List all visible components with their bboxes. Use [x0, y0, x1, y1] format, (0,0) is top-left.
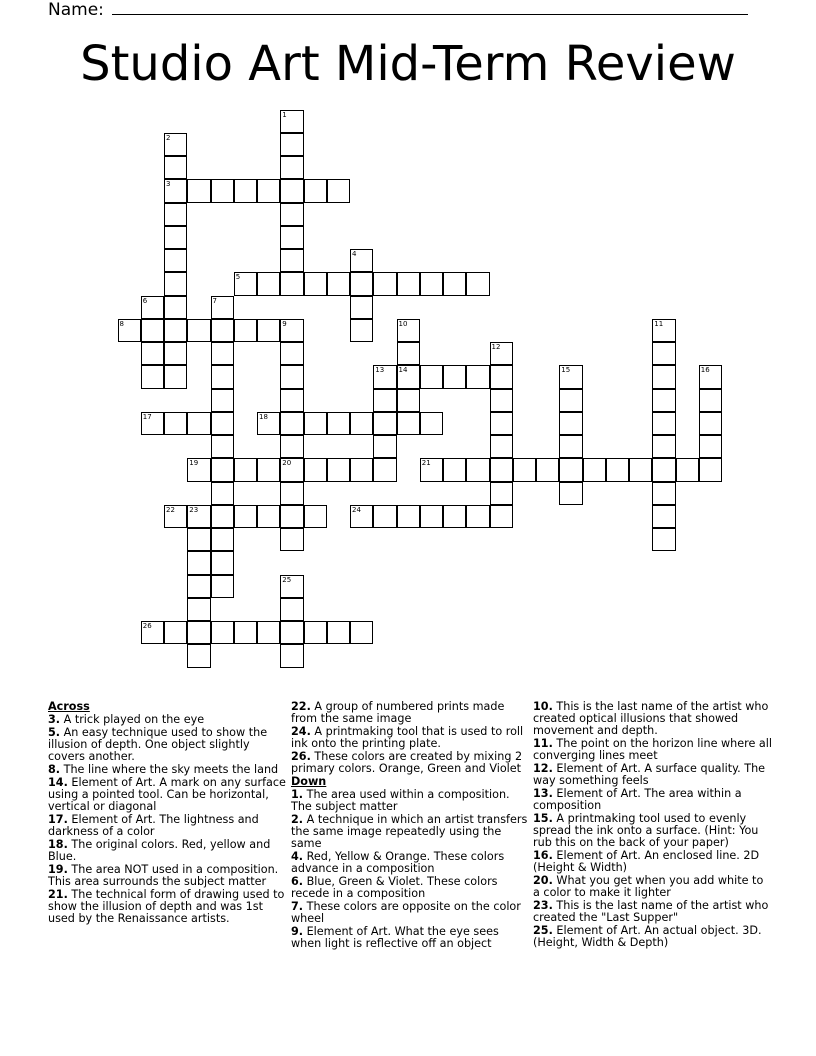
grid-cell[interactable]	[536, 458, 559, 481]
grid-cell[interactable]	[141, 365, 164, 388]
grid-cell[interactable]	[187, 412, 210, 435]
clue-num: 26.	[291, 750, 311, 764]
grid-cell[interactable]	[373, 435, 396, 458]
grid-cell[interactable]	[141, 296, 164, 319]
clue-item	[48, 764, 288, 776]
clue-text: Element of Art. An actual object. 3D. (Height, Width & Depth)	[533, 924, 762, 950]
grid-cell[interactable]	[280, 365, 303, 388]
clue-num: 5.	[48, 726, 61, 740]
grid-cell[interactable]	[280, 598, 303, 621]
clue-item	[291, 751, 531, 775]
clue-number: 7	[212, 296, 217, 305]
grid-cell[interactable]	[211, 458, 234, 481]
grid-cell[interactable]	[327, 272, 350, 295]
grid-cell[interactable]	[699, 412, 722, 435]
clue-item	[533, 738, 773, 762]
grid-cell[interactable]	[257, 505, 280, 528]
clue-num: 15.	[533, 812, 553, 826]
clue-column-2	[291, 701, 531, 951]
clue-number: 12	[491, 343, 501, 351]
grid-cell[interactable]	[559, 435, 582, 458]
clue-num: 14.	[48, 776, 68, 790]
clue-number: 5	[235, 273, 241, 282]
grid-cell[interactable]	[257, 412, 280, 435]
clue-num: 11.	[533, 736, 553, 750]
clue-section-heading: Across	[48, 700, 90, 713]
grid-cell[interactable]	[187, 598, 210, 621]
clue-num: 9.	[291, 925, 304, 939]
grid-cell[interactable]	[443, 365, 466, 388]
grid-cell[interactable]	[490, 342, 513, 365]
grid-cell[interactable]	[699, 365, 722, 388]
grid-cell[interactable]	[234, 179, 257, 202]
clue-text: Element of Art. The area within a composition	[533, 787, 742, 812]
grid-cell[interactable]	[327, 412, 350, 435]
clue-number: 6	[142, 296, 148, 305]
clue-text: The technical form of drawing used to show the illusion of depth and was 1st used by the Renaissance artists.	[48, 888, 285, 926]
clue-number: 8	[119, 319, 124, 328]
grid-cell[interactable]	[257, 458, 280, 481]
clue-number: 2	[166, 133, 171, 142]
clue-item	[48, 814, 288, 838]
grid-cell[interactable]	[304, 505, 327, 528]
grid-cell[interactable]	[141, 621, 164, 644]
grid-cell[interactable]	[652, 365, 675, 388]
clue-text: These colors are created by mixing 2 primary colors. Orange, Green and Violet	[291, 750, 523, 775]
grid-cell[interactable]	[211, 575, 234, 598]
grid-cell[interactable]	[164, 133, 187, 156]
grid-cell[interactable]	[559, 458, 582, 481]
grid-cell[interactable]	[187, 644, 210, 667]
clue-num: 21.	[48, 888, 68, 902]
clue-number: 19	[189, 459, 199, 468]
grid-cell[interactable]	[350, 319, 373, 342]
grid-cell[interactable]	[676, 458, 699, 481]
grid-cell[interactable]	[397, 319, 420, 342]
grid-cell[interactable]	[373, 272, 396, 295]
grid-cell[interactable]	[211, 319, 234, 342]
clue-item	[48, 889, 288, 924]
clue-item	[291, 726, 531, 750]
grid-cell[interactable]	[327, 458, 350, 481]
clue-number: 23	[189, 505, 199, 514]
clue-num: 10.	[533, 700, 553, 713]
grid-cell[interactable]	[490, 389, 513, 412]
clue-number: 13	[375, 366, 385, 375]
grid-cell[interactable]	[490, 365, 513, 388]
clue-item	[533, 763, 773, 787]
grid-cell[interactable]	[373, 389, 396, 412]
clue-text: The original colors. Red, yellow and Blue.	[48, 838, 271, 864]
grid-cell[interactable]	[280, 458, 303, 481]
grid-cell[interactable]	[466, 458, 489, 481]
clue-number: 25	[282, 575, 292, 584]
grid-cell[interactable]	[257, 179, 280, 202]
grid-cell[interactable]	[652, 412, 675, 435]
clue-item	[533, 925, 773, 949]
clue-item	[533, 813, 773, 848]
clue-num: 13.	[533, 787, 553, 801]
grid-cell[interactable]	[350, 412, 373, 435]
clue-number: 16	[700, 366, 710, 375]
grid-cell[interactable]	[559, 365, 582, 388]
grid-cell[interactable]	[187, 551, 210, 574]
clue-number: 9	[282, 319, 287, 328]
grid-cell[interactable]	[397, 505, 420, 528]
grid-cell[interactable]	[280, 435, 303, 458]
clue-number: 20	[282, 459, 292, 468]
grid-cell[interactable]	[118, 319, 141, 342]
grid-cell[interactable]	[164, 203, 187, 226]
clue-num: 7.	[291, 900, 304, 914]
clue-number: 10	[398, 319, 408, 328]
grid-cell[interactable]	[397, 389, 420, 412]
grid-cell[interactable]	[443, 505, 466, 528]
clue-number: 24	[352, 505, 361, 514]
grid-cell[interactable]	[164, 296, 187, 319]
grid-cell[interactable]	[234, 272, 257, 295]
grid-cell[interactable]	[187, 528, 210, 551]
clue-item	[533, 900, 773, 924]
clue-num: 2.	[291, 813, 304, 827]
grid-cell[interactable]	[211, 621, 234, 644]
clue-text: The area NOT used in a composition. This area surrounds the subject matter	[48, 863, 279, 889]
grid-cell[interactable]	[350, 458, 373, 481]
grid-cell[interactable]	[211, 296, 234, 319]
grid-cell[interactable]	[280, 389, 303, 412]
grid-cell[interactable]	[699, 458, 722, 481]
clue-num: 3.	[48, 712, 61, 726]
grid-cell[interactable]	[420, 272, 443, 295]
grid-cell[interactable]	[652, 458, 675, 481]
grid-cell[interactable]	[420, 505, 443, 528]
clue-item	[48, 727, 288, 762]
grid-cell[interactable]	[699, 389, 722, 412]
clue-num: 25.	[533, 924, 553, 938]
clue-section-heading: Down	[291, 775, 327, 789]
grid-cell[interactable]	[490, 505, 513, 528]
grid-cell[interactable]	[187, 505, 210, 528]
grid-cell[interactable]	[559, 389, 582, 412]
grid-cell[interactable]	[373, 458, 396, 481]
grid-cell[interactable]	[466, 505, 489, 528]
grid-cell[interactable]	[559, 482, 582, 505]
grid-cell[interactable]	[629, 458, 652, 481]
grid-cell[interactable]	[280, 272, 303, 295]
grid-cell[interactable]	[211, 551, 234, 574]
page-title: Studio Art Mid-Term Review	[80, 36, 736, 92]
grid-cell[interactable]	[234, 458, 257, 481]
clue-num: 8.	[48, 762, 61, 776]
grid-cell[interactable]	[164, 156, 187, 179]
grid-cell[interactable]	[304, 412, 327, 435]
clue-text: Element of Art. The lightness and darkness of a color	[48, 813, 259, 838]
grid-cell[interactable]	[164, 226, 187, 249]
grid-cell[interactable]	[187, 458, 210, 481]
clue-item	[533, 875, 773, 899]
grid-cell[interactable]	[513, 458, 536, 481]
grid-cell[interactable]	[652, 482, 675, 505]
grid-cell[interactable]	[304, 621, 327, 644]
grid-cell[interactable]	[211, 412, 234, 435]
grid-cell[interactable]	[490, 458, 513, 481]
clue-text: A printmaking tool used to evenly spread the ink onto a surface. (Hint: You rub this on the back of your paper)	[533, 812, 759, 849]
grid-cell[interactable]	[211, 389, 234, 412]
grid-cell[interactable]	[583, 458, 606, 481]
grid-cell[interactable]	[466, 365, 489, 388]
clue-item	[533, 850, 773, 874]
grid-cell[interactable]	[490, 482, 513, 505]
grid-cell[interactable]	[280, 179, 303, 202]
grid-cell[interactable]	[211, 505, 234, 528]
clue-number: 22	[166, 505, 175, 514]
clue-text: This is the last name of the artist who created the "Last Supper"	[533, 899, 769, 925]
grid-cell[interactable]	[211, 435, 234, 458]
grid-cell[interactable]	[350, 249, 373, 272]
grid-cell[interactable]	[164, 272, 187, 295]
grid-cell[interactable]	[443, 458, 466, 481]
grid-cell[interactable]	[652, 342, 675, 365]
clue-item	[48, 839, 288, 863]
grid-cell[interactable]	[280, 226, 303, 249]
clue-item	[291, 851, 531, 875]
clue-text: A printmaking tool that is used to roll ink onto the printing plate.	[291, 725, 524, 750]
clue-number: 18	[259, 412, 268, 421]
clue-num: 6.	[291, 875, 304, 889]
clue-text: A group of numbered prints made from the same image	[291, 700, 505, 725]
clue-text: The point on the horizon line where all converging lines meet	[533, 736, 772, 762]
grid-cell[interactable]	[141, 342, 164, 365]
grid-cell[interactable]	[164, 342, 187, 365]
grid-cell[interactable]	[652, 505, 675, 528]
clue-number: 21	[421, 459, 431, 468]
grid-cell[interactable]	[280, 412, 303, 435]
clue-text: This is the last name of the artist who created optical illusions that showed movement and depth.	[533, 700, 769, 737]
clue-num: 24.	[291, 725, 311, 739]
clue-item	[291, 876, 531, 900]
grid-cell[interactable]	[164, 365, 187, 388]
grid-cell[interactable]	[652, 528, 675, 551]
grid-cell[interactable]	[280, 319, 303, 342]
clue-item	[533, 788, 773, 812]
grid-cell[interactable]	[280, 156, 303, 179]
grid-cell[interactable]	[280, 528, 303, 551]
clue-item	[291, 701, 531, 725]
clue-text: Element of Art. A surface quality. The way something feels	[533, 761, 766, 787]
grid-cell[interactable]	[652, 319, 675, 342]
clue-num: 17.	[48, 813, 68, 827]
grid-cell[interactable]	[211, 528, 234, 551]
clue-num: 18.	[48, 838, 68, 852]
grid-cell[interactable]	[234, 505, 257, 528]
grid-cell[interactable]	[280, 621, 303, 644]
grid-cell[interactable]	[211, 365, 234, 388]
grid-cell[interactable]	[652, 435, 675, 458]
grid-cell[interactable]	[164, 412, 187, 435]
clue-text: What you get when you add white to a color to make it lighter	[533, 874, 764, 899]
grid-cell[interactable]	[420, 412, 443, 435]
clue-num: 23.	[533, 899, 553, 913]
grid-cell[interactable]	[559, 412, 582, 435]
grid-cell[interactable]	[187, 319, 210, 342]
grid-cell[interactable]	[141, 412, 164, 435]
clue-item	[48, 714, 288, 726]
clue-item	[291, 789, 531, 813]
name-label: Name:	[48, 0, 104, 20]
grid-cell[interactable]	[304, 179, 327, 202]
grid-cell[interactable]	[164, 319, 187, 342]
clue-num: 12.	[533, 761, 553, 775]
grid-cell[interactable]	[211, 179, 234, 202]
grid-cell[interactable]	[420, 365, 443, 388]
clue-text: Red, Yellow & Orange. These colors advance in a composition	[291, 850, 505, 875]
grid-cell[interactable]	[164, 621, 187, 644]
grid-cell[interactable]	[280, 505, 303, 528]
clue-num: 22.	[291, 700, 311, 713]
grid-cell[interactable]	[187, 575, 210, 598]
clue-text: The line where the sky meets the land	[63, 762, 279, 776]
grid-cell[interactable]	[420, 458, 443, 481]
grid-cell[interactable]	[187, 621, 210, 644]
clue-number: 17	[142, 412, 152, 421]
clue-text: Element of Art. A mark on any surface using a pointed tool. Can be horizontal, vertical or diagonal	[48, 776, 286, 813]
grid-cell[interactable]	[211, 342, 234, 365]
grid-cell[interactable]	[373, 505, 396, 528]
grid-cell[interactable]	[257, 319, 280, 342]
grid-cell[interactable]	[164, 179, 187, 202]
grid-cell[interactable]	[187, 179, 210, 202]
clue-text: Blue, Green & Violet. These colors recede in a composition	[291, 875, 498, 900]
grid-cell[interactable]	[350, 296, 373, 319]
clue-number: 1	[282, 110, 287, 119]
clue-num: 19.	[48, 863, 68, 877]
grid-cell[interactable]	[257, 621, 280, 644]
clue-num: 4.	[291, 850, 304, 864]
grid-cell[interactable]	[466, 272, 489, 295]
clue-item	[291, 901, 531, 925]
clue-num: 20.	[533, 874, 553, 888]
grid-cell[interactable]	[350, 621, 373, 644]
clue-text: These colors are opposite on the color wheel	[291, 900, 521, 926]
clue-item	[48, 864, 288, 888]
grid-cell[interactable]	[606, 458, 629, 481]
grid-cell[interactable]	[141, 319, 164, 342]
grid-cell[interactable]	[211, 482, 234, 505]
grid-cell[interactable]	[164, 505, 187, 528]
grid-cell[interactable]	[443, 272, 466, 295]
grid-cell[interactable]	[350, 505, 373, 528]
grid-cell[interactable]	[304, 272, 327, 295]
grid-cell[interactable]	[652, 389, 675, 412]
grid-cell[interactable]	[280, 342, 303, 365]
grid-cell[interactable]	[257, 272, 280, 295]
clue-number: 15	[561, 366, 571, 375]
grid-cell[interactable]	[397, 272, 420, 295]
grid-cell[interactable]	[350, 272, 373, 295]
clue-item	[291, 926, 531, 950]
clue-text: A technique in which an artist transfers the same image repeatedly using the same	[291, 813, 528, 850]
grid-cell[interactable]	[327, 621, 350, 644]
grid-cell[interactable]	[234, 319, 257, 342]
clue-number: 4	[352, 250, 357, 258]
clue-num: 16.	[533, 849, 553, 863]
clue-item	[291, 814, 531, 849]
grid-cell[interactable]	[280, 110, 303, 133]
clue-text: Element of Art. An enclosed line. 2D (Height & Width)	[533, 849, 760, 874]
grid-cell[interactable]	[397, 412, 420, 435]
clue-number: 14	[398, 366, 408, 375]
grid-cell[interactable]	[397, 342, 420, 365]
clue-text: Element of Art. What the eye sees when light is reflective off an object	[291, 925, 499, 951]
grid-cell[interactable]	[234, 621, 257, 644]
grid-cell[interactable]	[280, 249, 303, 272]
clue-num: 1.	[291, 788, 304, 802]
grid-cell[interactable]	[373, 365, 396, 388]
clue-column-3	[533, 701, 773, 950]
grid-cell[interactable]	[699, 435, 722, 458]
grid-cell[interactable]	[280, 644, 303, 667]
grid-cell[interactable]	[397, 365, 420, 388]
clue-item	[533, 701, 773, 736]
grid-cell[interactable]	[280, 203, 303, 226]
grid-cell[interactable]	[490, 412, 513, 435]
clue-text: An easy technique used to show the illusion of depth. One object slightly covers another.	[48, 726, 268, 763]
clue-item	[48, 777, 288, 812]
clue-column-1	[48, 701, 288, 926]
grid-cell[interactable]	[280, 482, 303, 505]
grid-cell[interactable]	[304, 458, 327, 481]
grid-cell[interactable]	[327, 179, 350, 202]
grid-cell[interactable]	[373, 412, 396, 435]
grid-cell[interactable]	[280, 133, 303, 156]
clue-number: 3	[166, 180, 171, 189]
clue-text: A trick played on the eye	[63, 712, 205, 726]
grid-cell[interactable]	[280, 575, 303, 598]
grid-cell[interactable]	[164, 249, 187, 272]
clue-text: The area used within a composition. The subject matter	[291, 788, 510, 813]
grid-cell[interactable]	[490, 435, 513, 458]
clue-number: 26	[142, 622, 152, 630]
clue-number: 11	[654, 319, 664, 328]
